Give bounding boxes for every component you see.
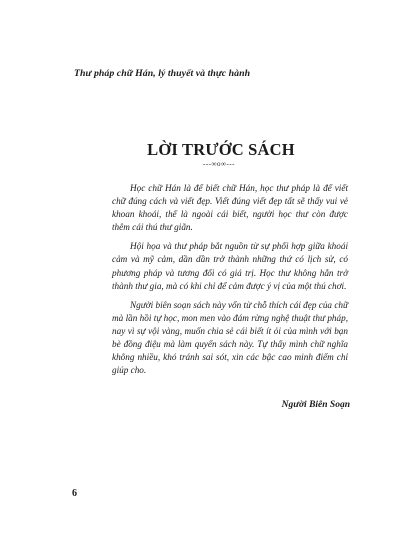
- running-header: Thư pháp chữ Hán, lý thuyết và thực hành: [74, 68, 251, 79]
- preface-paragraph-1: Học chữ Hán là để biết chữ Hán, học thư pháp là để viết chữ đúng cách và viết đẹp. Viết đúng viết đẹp tất sẽ thấy vui vẻ khoan khoái, thế là ngoài cái biết, người học thư còn được thêm cái thú thư giãn.: [112, 183, 348, 233]
- preface-paragraph-3: Người biên soạn sách này vốn từ chỗ thích cái đẹp của chữ mà lần hồi tự học, mon men vào đám rừng nghệ thuật thư pháp, nay vì sự vội vàng, muốn chia sẻ cái biết ít ỏi của mình với bạn bè đồng điệu mà làm quyển sách này. Tự thấy mình chữ nghĩa không nhiều, khó tránh sai sót, xin các bậc cao minh điểm chỉ giúp cho.: [112, 299, 348, 376]
- author-signature: Người Biên Soạn: [281, 400, 350, 410]
- preface-paragraph-2: Hội họa và thư pháp bắt nguồn từ sự phối hợp giữa khoái cảm và mỹ cảm, dần dần trở thành những thứ có lịch sử, có phương pháp và tương đối có giá trị. Học thư không hẳn trở thành thư gia, mà có khi chỉ để cảm được ý vị của một thú chơi.: [112, 241, 348, 291]
- title-ornament: ---∞o∞---: [203, 160, 235, 168]
- page-title: LỜI TRƯỚC SÁCH: [147, 140, 295, 159]
- preface-body: [112, 182, 348, 383]
- page-number: 6: [72, 488, 77, 499]
